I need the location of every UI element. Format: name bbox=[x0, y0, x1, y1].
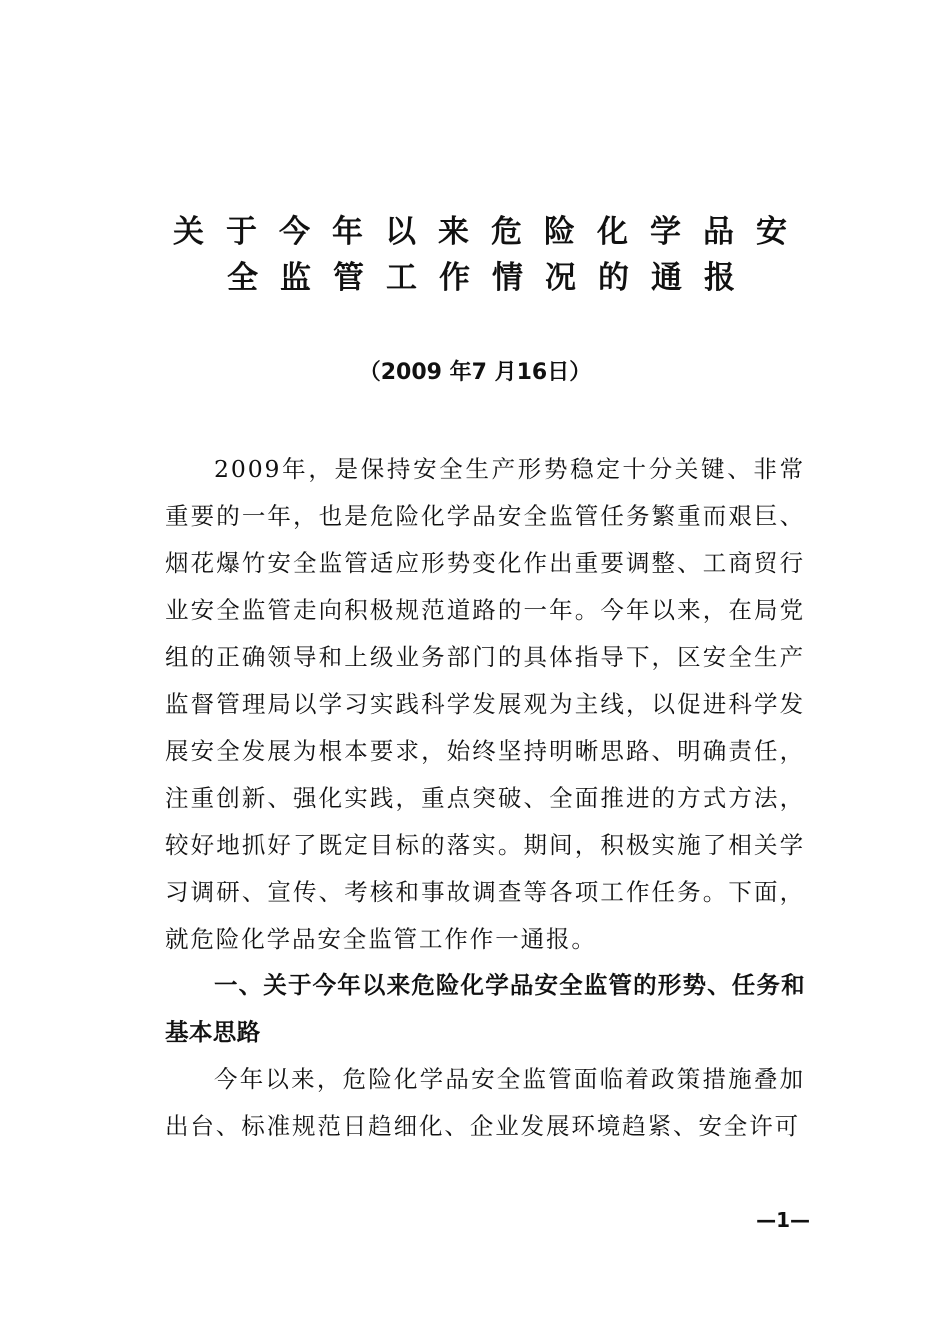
document-title-line-2: 全监管工作情况的通报 bbox=[227, 260, 757, 296]
body-paragraph-2: 今年以来，危险化学品安全监管面临着政策措施叠加出台、标准规范日趋细化、企业发展环境趋紧、安全许可 bbox=[165, 1065, 805, 1140]
section-heading-1: 一、关于今年以来危险化学品安全监管的形势、任务和基本思路 bbox=[165, 971, 805, 1046]
document-date: （2009 年7 月16日） bbox=[358, 360, 592, 385]
document-title-line-1: 关于今年以来危险化学品安 bbox=[173, 214, 809, 250]
page-number: —1— bbox=[756, 1208, 810, 1232]
body-paragraph-1: 2009年，是保持安全生产形势稳定十分关键、非常重要的一年，也是危险化学品安全监管任务繁重而艰巨、烟花爆竹安全监管适应形势变化作出重要调整、工商贸行业安全监管走向积极规范道路的一年。今年以来，在局党组的正确领导和上级业务部门的具体指导下，区安全生产监督管理局以学习实践科学发展观为主线，以促进科学发展安全发展为根本要求，始终坚持明晰思路、明确责任，注重创新、强化实践，重点突破、全面推进的方式方法，较好地抓好了既定目标的落实。期间，积极实施了相关学习调研、宣传、考核和事故调查等各项工作任务。下面，就危险化学品安全监管工作作一通报。 bbox=[165, 455, 805, 953]
